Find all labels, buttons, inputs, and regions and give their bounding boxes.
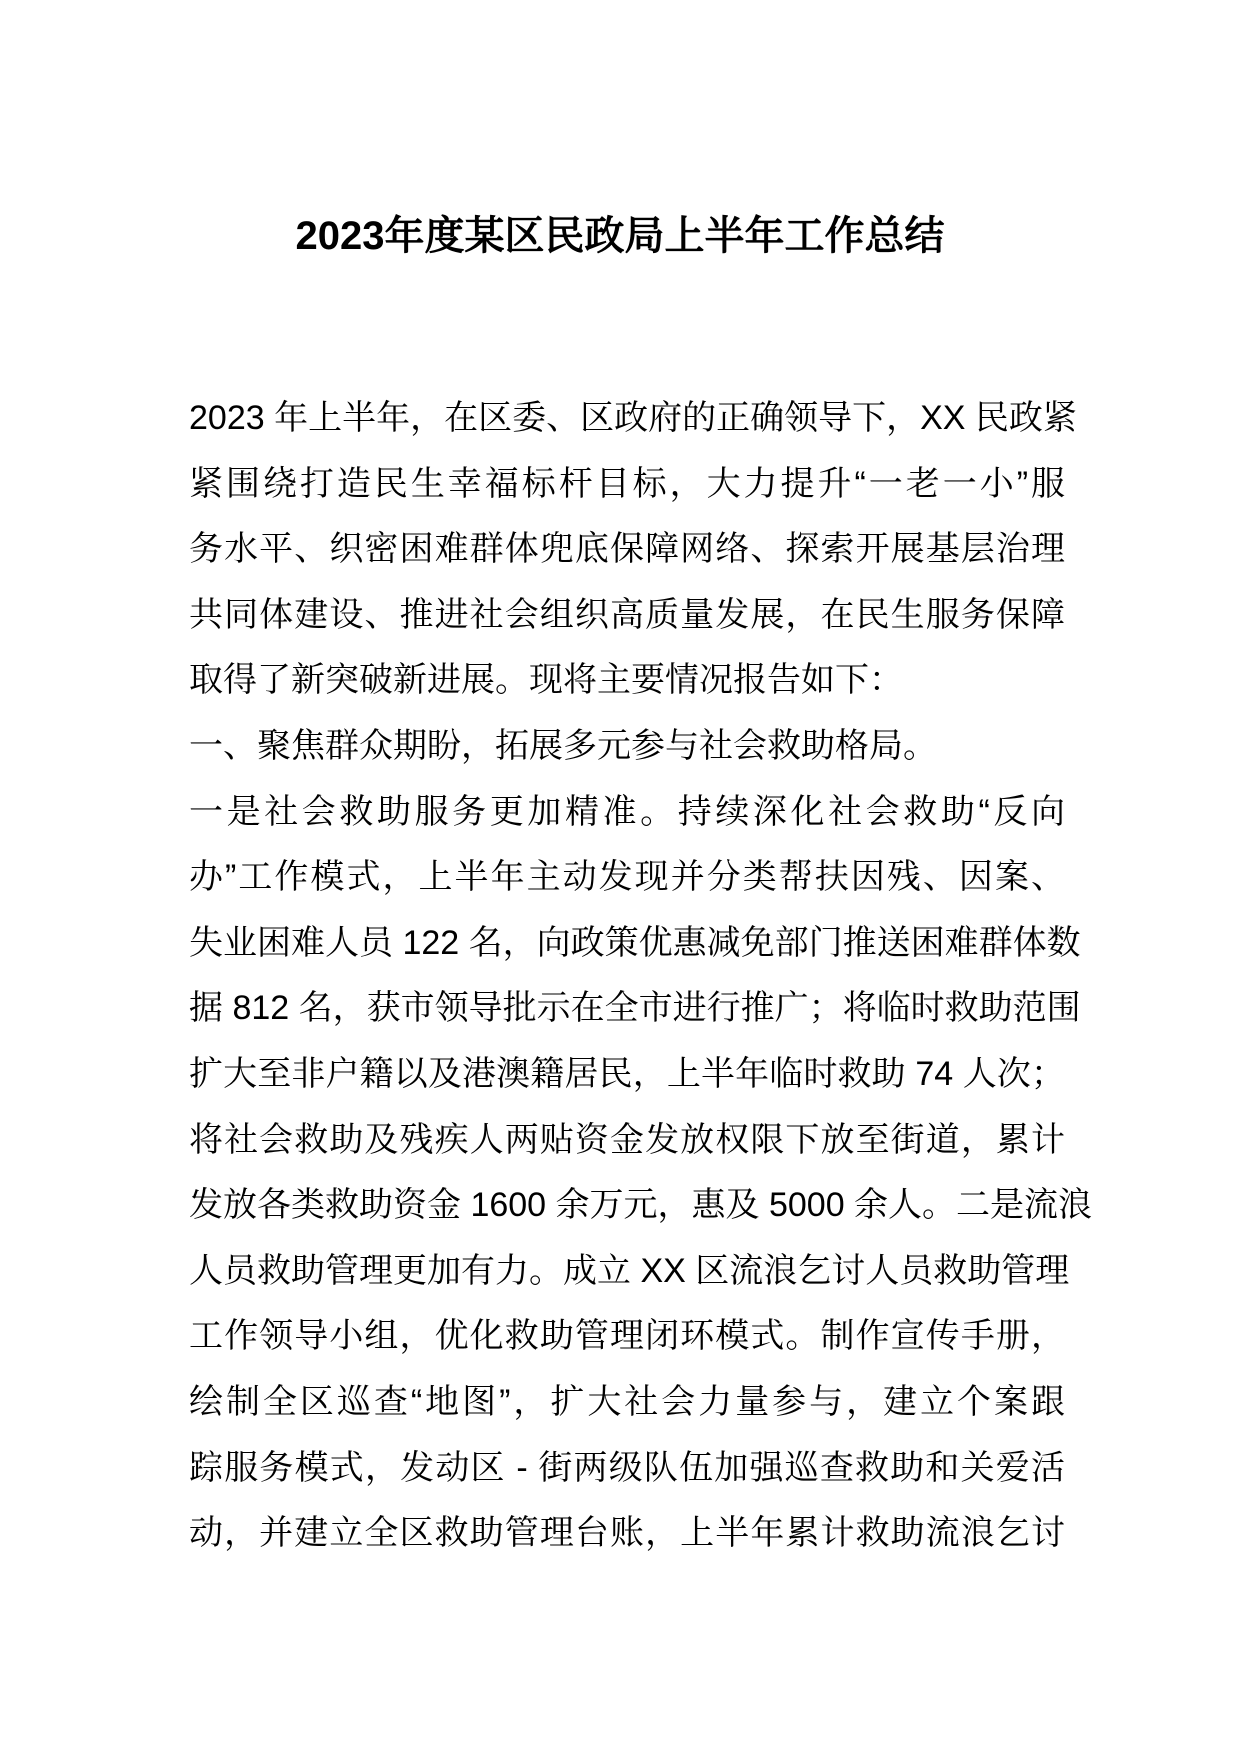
body-line: 一是社会救助服务更加精准。持续深化社会救助“反向 bbox=[189, 792, 1065, 831]
document-body bbox=[189, 386, 1093, 1567]
body-line: 共同体建设、推进社会组织高质量发展，在民生服务保障 bbox=[189, 595, 1065, 634]
body-line: 发放各类救助资金 1600 余万元，惠及 5000 余人。二是流浪 bbox=[189, 1186, 1093, 1225]
body-line: 2023 年上半年，在区委、区政府的正确领导下，XX 民政紧 bbox=[189, 399, 1077, 437]
document-title: 2023年度某区民政局上半年工作总结 bbox=[295, 214, 945, 258]
body-line: 紧围绕打造民生幸福标杆目标，大力提升“一老一小”服 bbox=[189, 464, 1065, 503]
body-line: 工作领导小组，优化救助管理闭环模式。制作宣传手册， bbox=[189, 1317, 1065, 1356]
body-line: 踪服务模式，发动区 - 街两级队伍加强巡查救助和关爱活 bbox=[189, 1448, 1065, 1487]
body-line: 办”工作模式，上半年主动发现并分类帮扶因残、因案、 bbox=[189, 858, 1065, 897]
body-line: 人员救助管理更加有力。成立 XX 区流浪乞讨人员救助管理 bbox=[189, 1251, 1070, 1290]
body-line: 取得了新突破新进展。现将主要情况报告如下： bbox=[189, 661, 903, 700]
section-heading: 一、聚焦群众期盼，拓展多元参与社会救助格局。 bbox=[189, 726, 937, 765]
body-line: 务水平、织密困难群体兜底保障网络、探索开展基层治理 bbox=[189, 530, 1065, 569]
body-line: 失业困难人员 122 名，向政策优惠减免部门推送困难群体数 bbox=[189, 923, 1081, 962]
body-line: 据 812 名，获市领导批示在全市进行推广；将临时救助范围 bbox=[189, 989, 1081, 1028]
body-line: 扩大至非户籍以及港澳籍居民，上半年临时救助 74 人次； bbox=[189, 1054, 1065, 1093]
body-line: 绘制全区巡查“地图”，扩大社会力量参与，建立个案跟 bbox=[189, 1382, 1065, 1421]
body-line: 动，并建立全区救助管理台账，上半年累计救助流浪乞讨 bbox=[189, 1514, 1065, 1553]
body-line: 将社会救助及残疾人两贴资金发放权限下放至街道，累计 bbox=[189, 1120, 1065, 1159]
